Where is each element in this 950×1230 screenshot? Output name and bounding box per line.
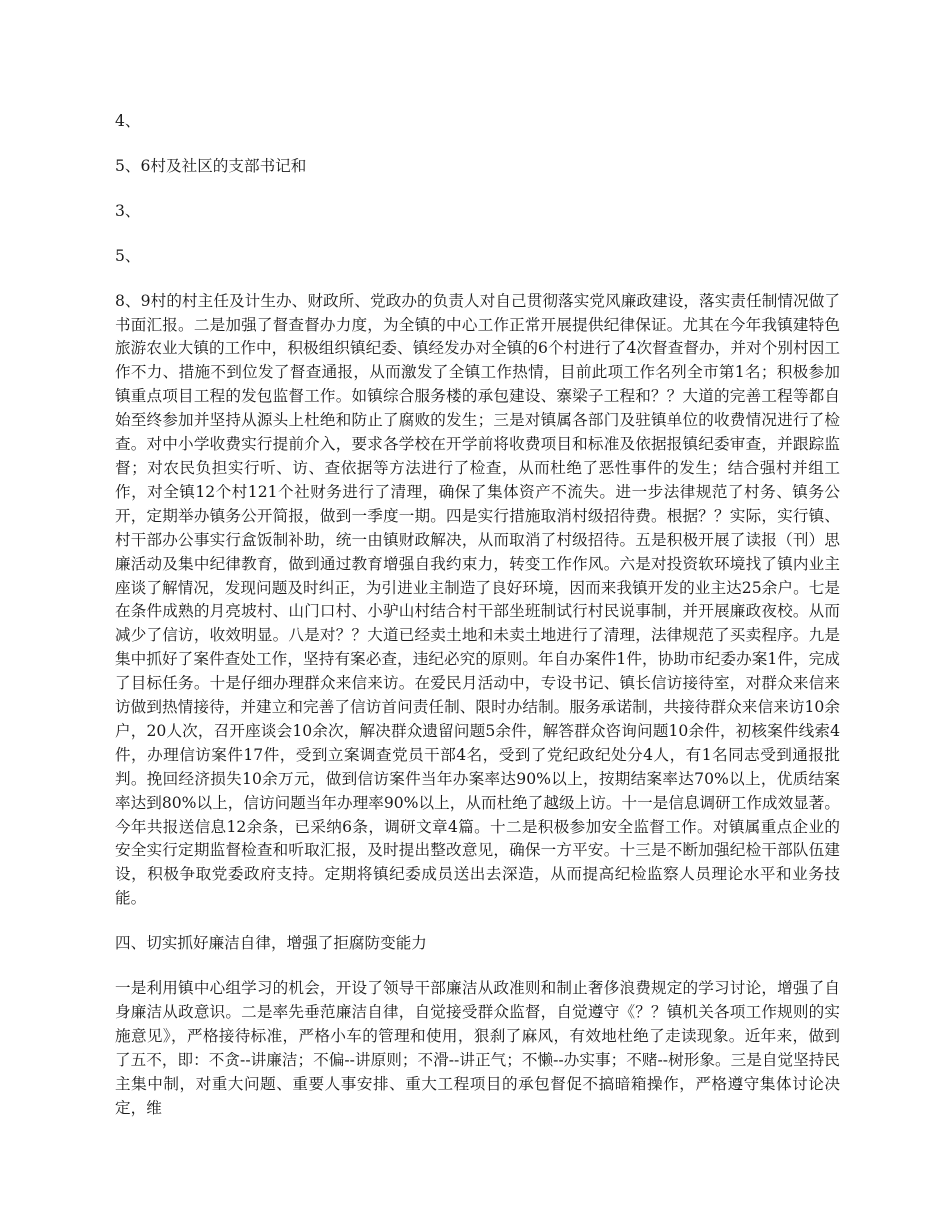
- body-paragraph-self-discipline: 一是利用镇中心组学习的机会，开设了领导干部廉洁从政准则和制止奢侈浪费规定的学习讨论，增强了自身廉洁从政意识。二是率先垂范廉洁自律，自觉接受群众监督，自觉遵守《？？镇机关各项工作规则的实施意见》，严格接待标准，严格小车的管理和使用，狠刹了麻风，有效地杜绝了走读现象。近年来，做到了五不，即：不贪--讲廉洁；不偏--讲原则；不滑--讲正气；不懒--办实事；不赌--树形象。三是自觉坚持民主集中制，对重大问题、重要人事安排、重大工程项目的承包督促不搞暗箱操作，严格遵守集体讨论决定，维: [115, 979, 840, 1117]
- section-heading-four: 四、切实抓好廉洁自律，增强了拒腐防变能力: [115, 934, 427, 953]
- list-item-branch-secretaries: 5、6村及社区的支部书记和: [115, 156, 307, 175]
- list-number-3: 3、: [115, 201, 141, 220]
- body-paragraph-supervision: 8、9村的村主任及计生办、财政所、党政办的负责人对自己贯彻落实党风廉政建设，落实责任制情况做了书面汇报。二是加强了督查督办力度，为全镇的中心工作正常开展提供纪律保证。尤其在今年我镇建特色旅游农业大镇的工作中，积极组织镇纪委、镇经发办对全镇的6个村进行了4次督查督办，并对个别村因工作不力、措施不到位发了督查通报，从而激发了全镇工作热情，目前此项工作名列全市第1名；积极参加镇重点项目工程的发包监督工作。如镇综合服务楼的承包建设、寨梁子工程和？？大道的完善工程等都自始至终参加并坚持从源头上杜绝和防止了腐败的发生；三是对镇属各部门及驻镇单位的收费情况进行了检查。对中小学收费实行提前介入，要求各学校在开学前将收费项目和标准及依据报镇纪委审查，并跟踪监督；对农民负担实行听、访、查依据等方法进行了检查，从而杜绝了恶性事件的发生；结合强村并组工作，对全镇12个村121个社财务进行了清理，确保了集体资产不流失。进一步法律规范了村务、镇务公开，定期举办镇务公开简报，做到一季度一期。四是实行措施取消村级招待费。根据？？实际，实行镇、村干部办公事实行盒饭制补助，统一由镇财政解决，从而取消了村级招待。五是积极开展了读报（刊）思廉活动及集中纪律教育，做到通过教育增强自我约束力，转变工作作风。六是对投资软环境找了镇内业主座谈了解情况，发现问题及时纠正，为引进业主制造了良好环境，因而来我镇开发的业主达25余户。七是在条件成熟的月亮坡村、山门口村、小驴山村结合村干部坐班制试行村民说事制，并开展廉政夜校。从而减少了信访，收效明显。八是对？？大道已经卖土地和未卖土地进行了清理，法律规范了买卖程序。九是集中抓好了案件查处工作，坚持有案必查，违纪必究的原则。年自办案件1件，协助市纪委办案1件，完成了目标任务。十是仔细办理群众来信来访。在爱民月活动中，专设书记、镇长信访接待室，对群众来信来访做到热情接待，并建立和完善了信访首问责任制、限时办结制。服务承诺制，共接待群众来信来访10余户，20人次，召开座谈会10余次，解决群众遗留问题5余件，解答群众咨询问题10余件，初核案件线索4件，办理信访案件17件，受到立案调查党员干部4名，受到了党纪政纪处分4人，有1名同志受到通报批判。挽回经济损失10余万元，做到信访案件当年办案率达90%以上，按期结案率达70%以上，优质结案率达到80%以上，信访问题当年办理率90%以上，从而杜绝了越级上访。十一是信息调研工作成效显著。今年共报送信息12余条，已采纳6条，调研文章4篇。十二是积极参加安全监督工作。对镇属重点企业的安全实行定期监督检查和听取汇报，及时提出整改意见，确保一方平安。十三是不断加强纪检干部队伍建设，积极争取党委政府支持。定期将镇纪委成员送出去深造，从而提高纪检监察人员理论水平和业务技能。: [115, 291, 840, 908]
- document-page: [115, 110, 840, 1142]
- list-number-5: 5、: [115, 246, 141, 265]
- list-number-4: 4、: [115, 112, 141, 130]
